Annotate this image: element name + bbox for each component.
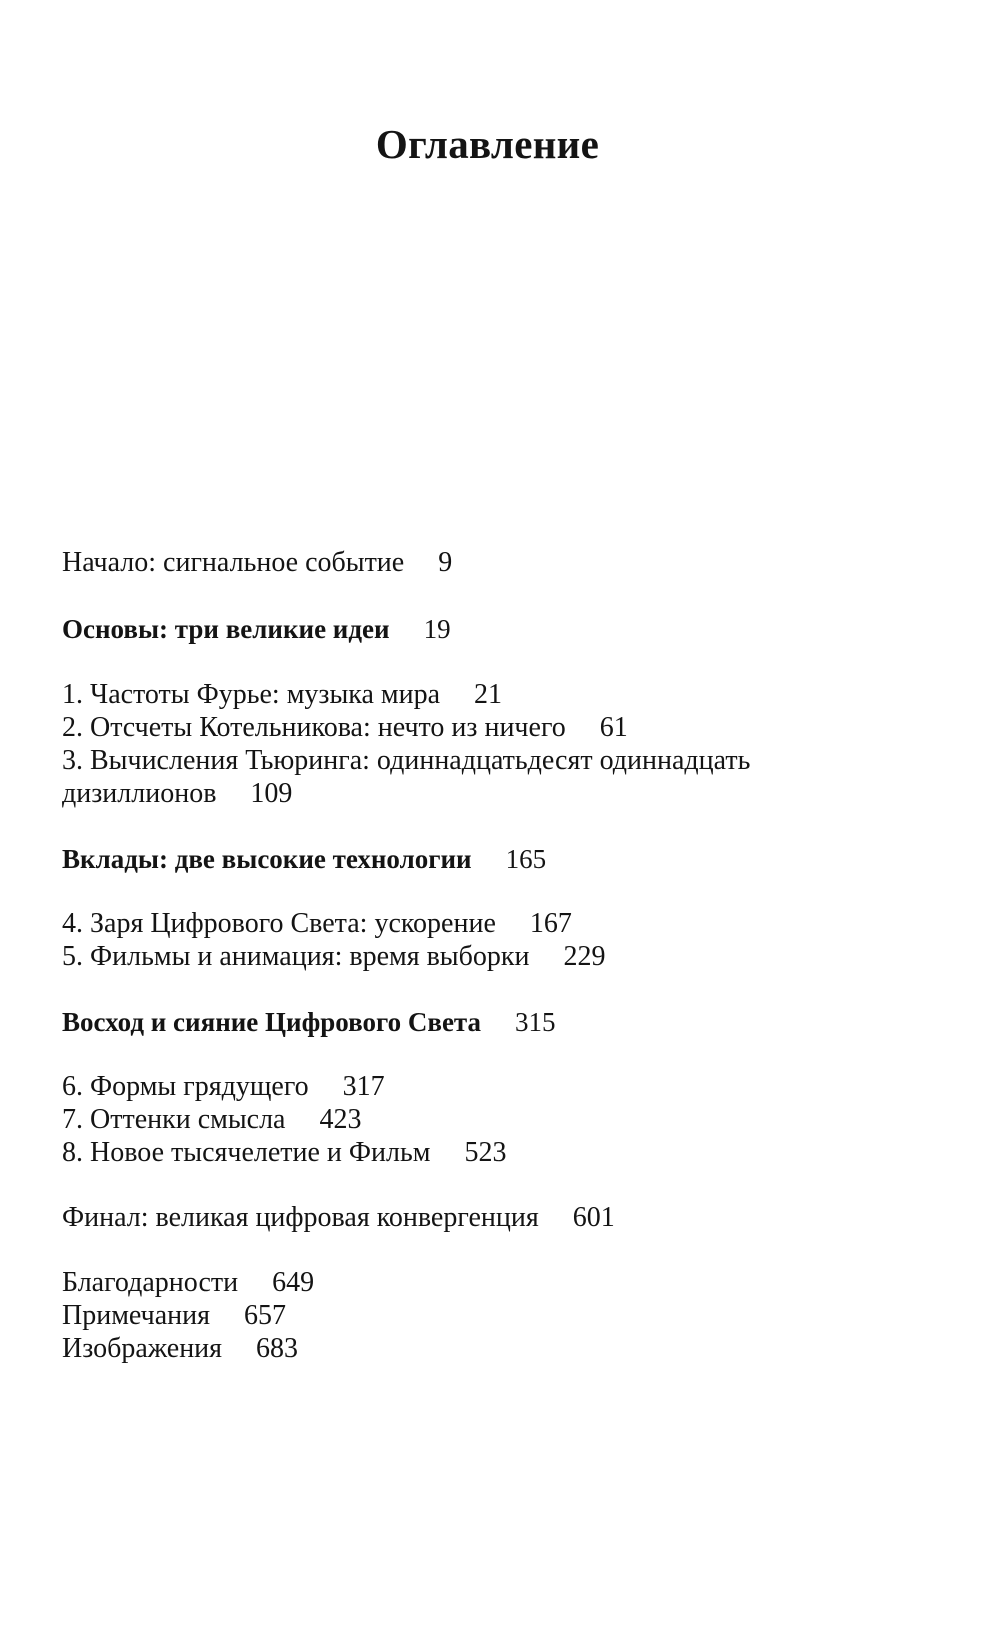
entry-page-number: 19 [423, 614, 451, 644]
toc-entry-notes [62, 1299, 286, 1333]
toc-entry-chapter-8 [62, 1136, 506, 1170]
entry-title: 5. Фильмы и анимация: время выборки [62, 941, 530, 972]
toc-entry-chapter-1 [62, 678, 502, 712]
toc-entry-chapter-3-continued [62, 777, 292, 811]
entry-title: 8. Новое тысячелетие и Фильм [62, 1137, 431, 1168]
entry-title: 6. Формы грядущего [62, 1071, 309, 1102]
entry-title: 2. Отсчеты Котельникова: нечто из ничего [62, 712, 566, 743]
entry-title: Благодарности [62, 1267, 239, 1298]
toc-entry-intro [62, 546, 452, 580]
entry-page-number: 167 [529, 908, 572, 939]
entry-page-number: 601 [572, 1202, 615, 1233]
entry-title: 4. Заря Цифрового Света: ускорение [62, 908, 496, 939]
entry-page-number: 317 [342, 1071, 385, 1102]
toc-entry-chapter-7 [62, 1103, 361, 1137]
toc-entry-chapter-3 [62, 744, 750, 778]
entry-title: 1. Частоты Фурье: музыка мира [62, 679, 441, 710]
part-title: Восход и сияние Цифрового Света [62, 1007, 482, 1037]
entry-title: 3. Вычисления Тьюринга: одиннадцатьдесят одиннадцать [62, 745, 751, 776]
toc-entry-finale [62, 1201, 615, 1235]
entry-page-number: 683 [256, 1333, 299, 1364]
entry-page-number: 21 [474, 679, 503, 710]
part-title: Основы: три великие идеи [62, 614, 390, 644]
page-title: Оглавление [375, 121, 600, 167]
toc-entry-chapter-6 [62, 1070, 385, 1104]
toc-entry-acknowledgements [62, 1266, 314, 1300]
entry-page-number: 165 [505, 844, 547, 874]
toc-part-contributions [62, 842, 546, 876]
entry-page-number: 61 [599, 712, 628, 743]
toc-entry-chapter-5 [62, 940, 605, 974]
entry-title: Финал: великая цифровая конвергенция [62, 1202, 539, 1233]
entry-title: Начало: сигнальное событие [62, 547, 405, 578]
entry-page-number: 315 [515, 1007, 556, 1037]
entry-title: Изображения [62, 1333, 223, 1364]
entry-page-number: 9 [438, 547, 453, 578]
entry-page-number: 649 [272, 1267, 315, 1298]
toc-entry-images [62, 1332, 298, 1366]
toc-entry-chapter-2 [62, 711, 628, 745]
entry-page-number: 657 [244, 1300, 287, 1331]
entry-title: Примечания [62, 1300, 211, 1331]
part-title: Вклады: две высокие технологии [62, 844, 472, 874]
toc-part-rise [62, 1005, 556, 1039]
entry-title: 7. Оттенки смысла [62, 1104, 286, 1135]
toc-entry-chapter-4 [62, 907, 572, 941]
entry-page-number: 109 [250, 778, 293, 809]
entry-page-number: 229 [563, 941, 606, 972]
entry-title: дизиллионов [62, 778, 217, 809]
entry-page-number: 423 [319, 1104, 362, 1135]
toc-part-foundations [62, 612, 451, 646]
entry-page-number: 523 [464, 1137, 507, 1168]
